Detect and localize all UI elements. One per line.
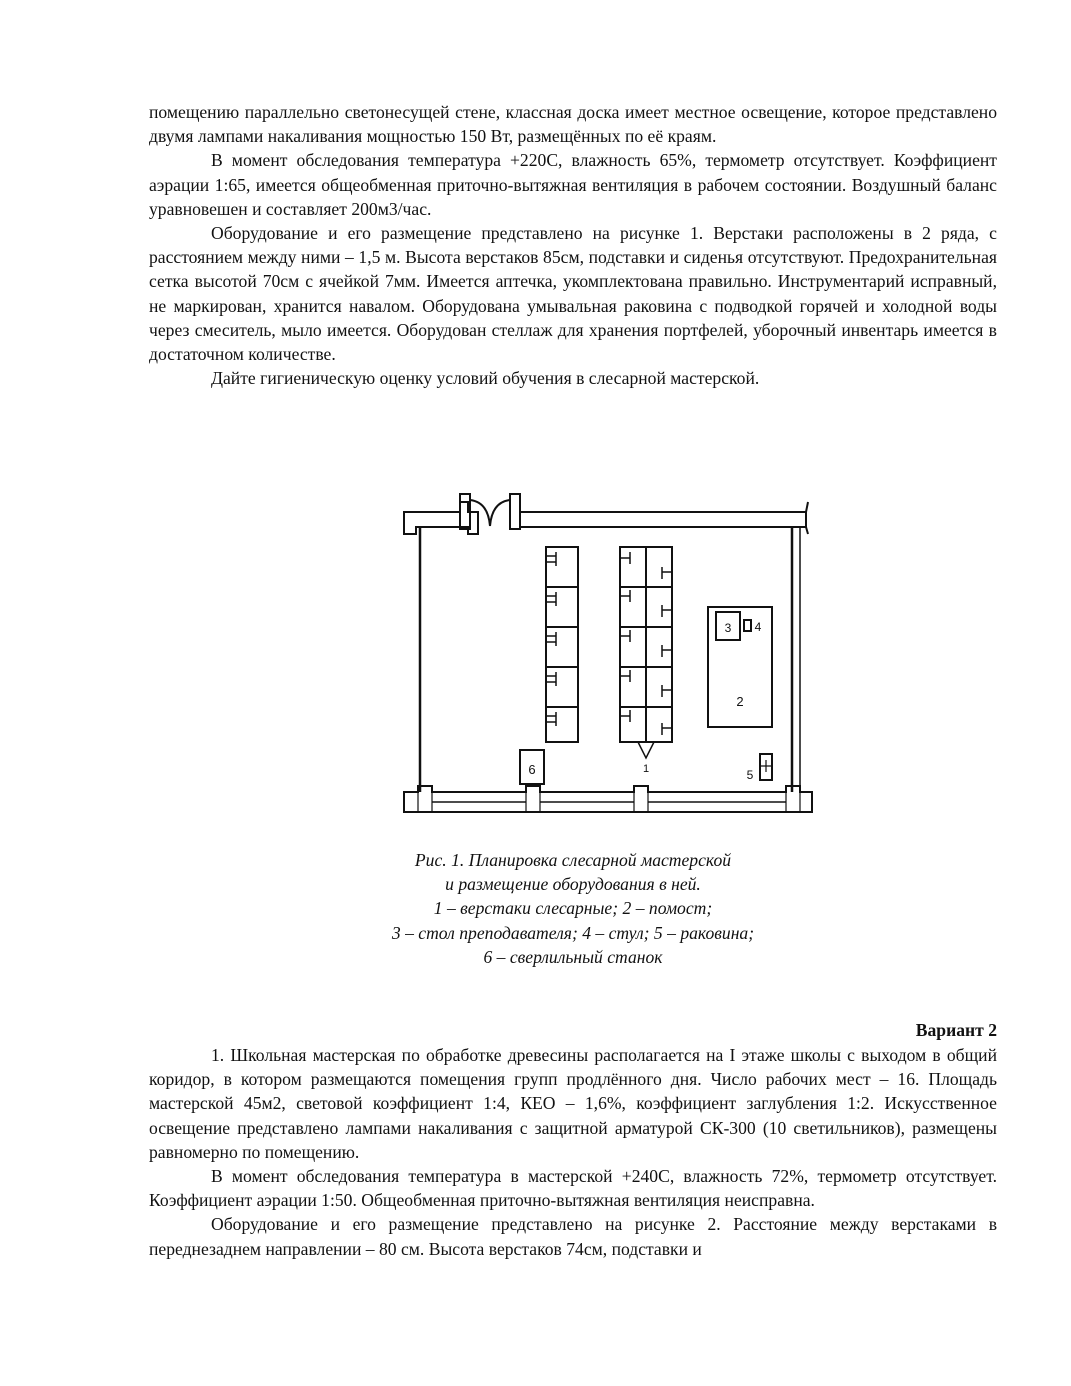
pointer-arrow: [638, 742, 654, 758]
paragraph: 1. Школьная мастерская по обработке древесины располагается на I этаже школы с выходом в общий коридор, в котором размещаются помещения групп продлённого дня. Число рабочих мест – 16. Площадь мастерской 45м2, световой коэффициент 1:4, КЕО – 1,6%, коэффициент заглубления 1:2. Искусственное освещение представлено лампами накаливания с защитной арматурой СК-300 (10 светильников), размещены равномерно по помещению.: [149, 1045, 997, 1162]
paragraph: В момент обследования температура в мастерской +240С, влажность 72%, термометр отсутствует. Коэффициент аэрации 1:50. Общеобменная приточно-вытяжная вентиляция неисправна.: [149, 1166, 997, 1211]
bottom-wall: [404, 786, 812, 812]
label-workbenches: 1: [642, 763, 650, 775]
paragraph: Дайте гигиеническую оценку условий обучения в слесарной мастерской.: [211, 368, 760, 389]
workbench-column-right: [620, 547, 672, 758]
label-chair: 4: [754, 620, 762, 634]
label-teacher-desk: 3: [724, 621, 732, 635]
section-2-text: [149, 1043, 997, 1261]
caption-line: и размещение оборудования в ней.: [445, 874, 701, 895]
paragraph: Оборудование и его размещение представлено на рисунке 1. Верстаки расположены в 2 ряда, с расстоянием между ними – 1,5 м. Высота верстаков 85см, подставки и сиденья отсутствуют. Предохранительная сетка высотой 70см с ячейкой 7мм. Имеется аптечка, укомплектована правильно. Инструментарий исправный, не маркирован, хранится навалом. Оборудована умывальная раковина с подводкой горячей и холодной воды через смеситель, мыло имеется. Оборудован стеллаж для хранения портфелей, уборочный инвентарь имеется в достаточном количестве.: [149, 223, 997, 365]
section-1-text: [149, 100, 997, 390]
paragraph: помещению параллельно светонесущей стене, классная доска имеет местное освещение, которое представлено двумя лампами накаливания мощностью 150 Вт, размещённых по её краям.: [149, 102, 997, 147]
top-wall-right: [520, 512, 806, 527]
label-sink: 5: [746, 768, 754, 782]
workshop-floor-plan: [398, 492, 822, 822]
caption-line: 3 – стол преподавателя; 4 – стул; 5 – раковина;: [391, 922, 755, 943]
label-platform: 2: [736, 694, 744, 709]
workbench-column-left: [546, 547, 578, 742]
figure-caption: [149, 848, 997, 969]
door-post-right: [510, 494, 520, 529]
paragraph: Оборудование и его размещение представлено на рисунке 2. Расстояние между верстаками в переднезаднем направлении – 80 см. Высота верстаков 74см, подставки и: [149, 1214, 997, 1259]
caption-line: Рис. 1. Планировка слесарной мастерской: [414, 850, 732, 870]
chair: [744, 620, 751, 631]
caption-line: 6 – сверлильный станок: [483, 946, 663, 967]
caption-line: 1 – верстаки слесарные; 2 – помост;: [433, 898, 713, 919]
variant-heading: Вариант 2: [915, 1020, 997, 1040]
label-drill: 6: [528, 762, 536, 777]
paragraph: В момент обследования температура +220С, влажность 65%, термометр отсутствует. Коэффициент аэрации 1:65, имеется общеобменная приточно-вытяжная вентиляция в рабочем состоянии. Воздушный баланс уравновешен и составляет 200м3/час.: [149, 150, 997, 219]
